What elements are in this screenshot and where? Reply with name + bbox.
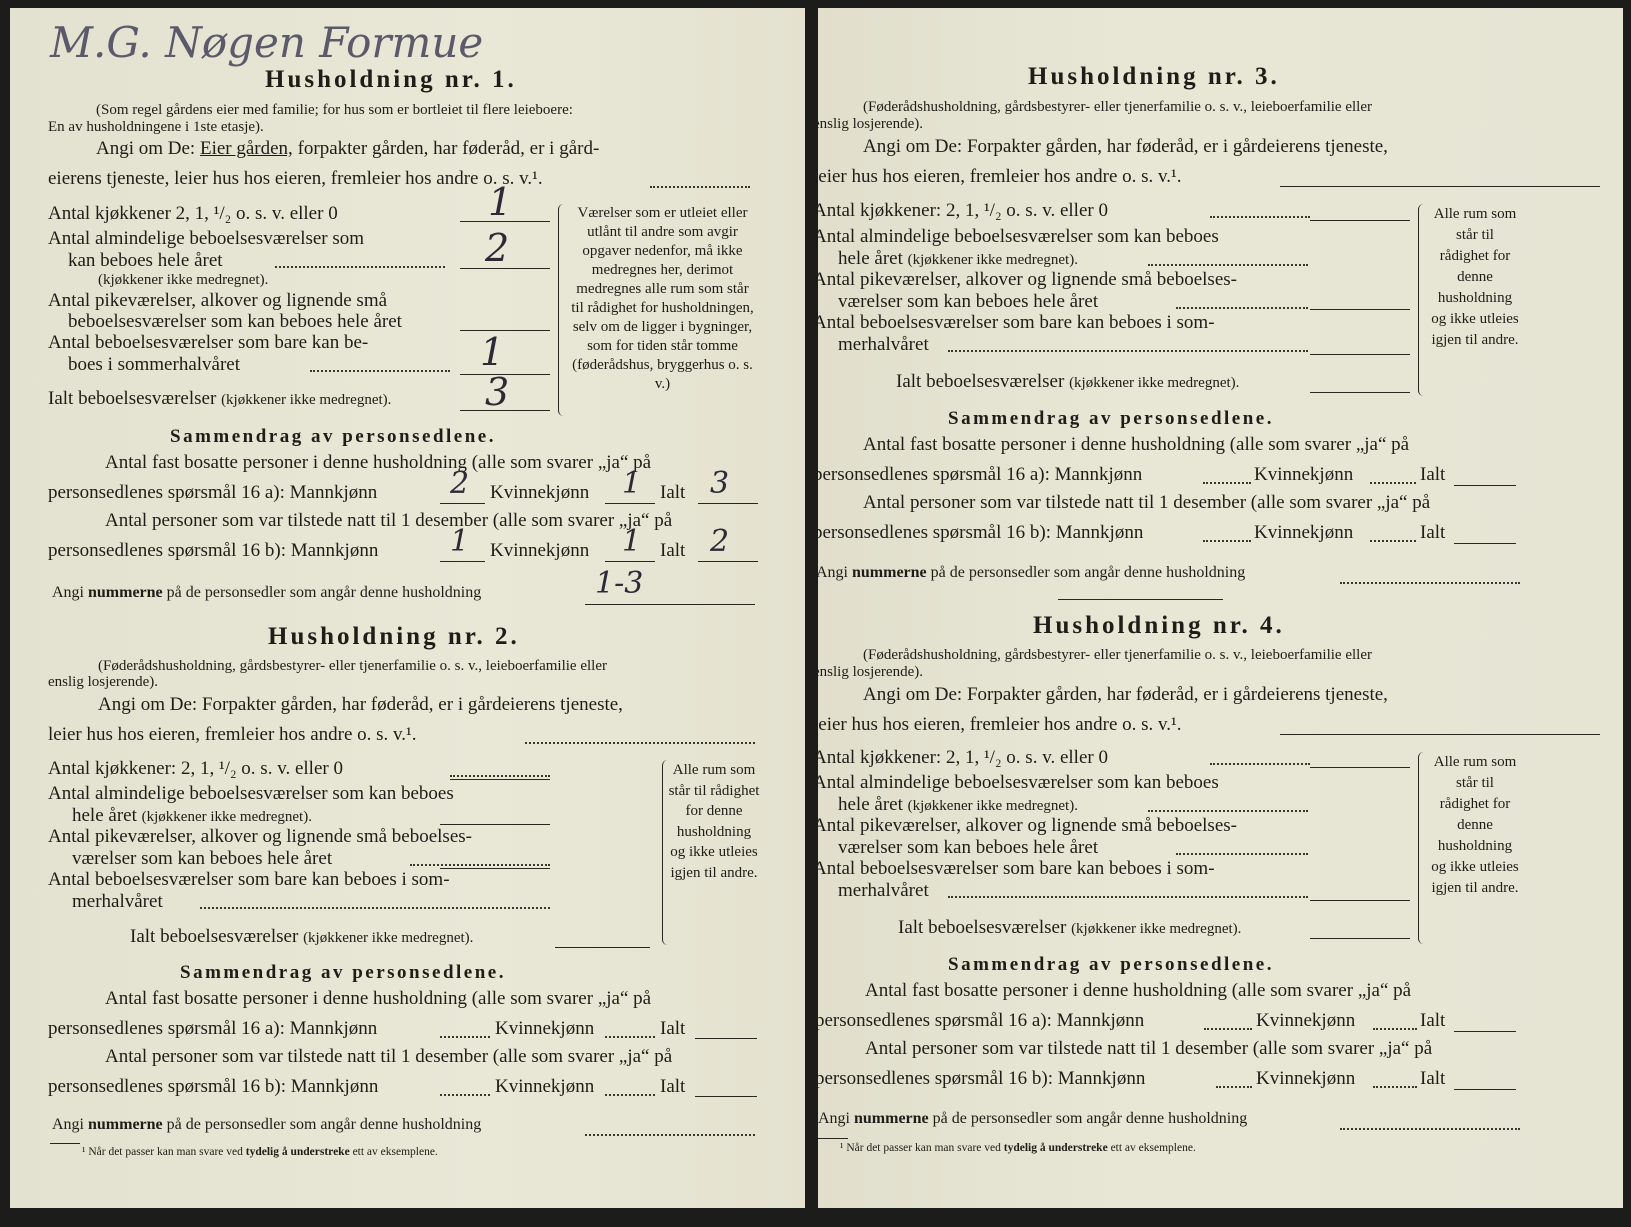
h1-s1-line-b — [48, 482, 377, 504]
h1-r3-line — [460, 330, 550, 331]
h3-s1-ialt-line — [1454, 485, 1516, 486]
h4-r1-line — [1310, 767, 1410, 768]
h3-r4-label-b: merhalvåret — [838, 334, 929, 355]
h2-summary-title: Sammendrag av personsedlene. — [180, 962, 506, 983]
h1-s1-mann-label: personsedlenes spørsmål 16 a): Mannkjønn — [48, 482, 378, 503]
h1-s2-ialt-line — [698, 561, 758, 562]
h4-s1-mann-label: personsedlenes spørsmål 16 a): Mannkjønn — [815, 1010, 1145, 1031]
h1-s1-mann-line — [440, 503, 485, 504]
h4-side-brace — [1418, 752, 1429, 944]
h3-s2-kvinne-label: Kvinnekjønn — [1254, 522, 1354, 543]
h2-s2-ialt-label: Ialt — [660, 1076, 686, 1097]
h1-s1-kvinne-value: 1 — [622, 466, 642, 501]
h1-r5-text: Ialt beboelsesværelser — [48, 388, 217, 409]
h4-s1-kvinne-line — [1373, 1028, 1417, 1030]
footnote-right-sup: ¹ — [840, 1142, 844, 1154]
h1-angi-label: Angi om De: — [96, 138, 196, 159]
h4-r1-label: Antal kjøkkener: 2, 1, ¹/₂ o. s. v. eller 0 — [813, 747, 1108, 768]
h1-s2-line-a: Antal personer som var tilstede natt til 1 desember (alle som svarer „ja“ på — [105, 510, 673, 531]
h4-s2-ialt-line — [1454, 1089, 1516, 1090]
h1-r2-note: (kjøkkener ikke medregnet). — [98, 272, 269, 288]
h1-side-brace — [558, 204, 569, 416]
h4-r4-label-a: Antal beboelsesværelser som bare kan beboes i som- — [813, 858, 1215, 879]
h3-r5-text: Ialt beboelsesværelser — [896, 371, 1065, 392]
h4-r2-dots — [1148, 810, 1308, 812]
h4-angi-line-2: leier hus hos eieren, fremleier hos andre o. s. v.¹. — [813, 714, 1182, 735]
h1-s1-ialt-value: 3 — [710, 466, 730, 501]
h4-r4-label-b: merhalvåret — [838, 880, 929, 901]
h3-r3-line — [1310, 309, 1410, 310]
handwritten-annotation: M.G. Nøgen Formue — [50, 18, 484, 67]
h3-s2-kvinne-line — [1370, 540, 1416, 542]
footnote-rule-left — [50, 1143, 80, 1144]
h3-r2-label-a: Antal almindelige beboelsesværelser som kan beboes — [813, 226, 1219, 247]
footnote-left-c: ett av eksemplene. — [352, 1146, 438, 1158]
h2-note-2: enslig losjerende). — [48, 674, 158, 690]
h1-angi-rest: forpakter gården, har føderåd, er i gård- — [297, 138, 600, 159]
h2-r4-dots — [200, 907, 550, 909]
h1-angi-num-c: på de personsedler som angår denne husholdning — [166, 584, 482, 601]
h4-angi-num-b: nummerne — [854, 1110, 929, 1127]
h1-r3-label-b: beboelsesværelser som kan beboes hele året — [68, 311, 402, 332]
h4-angi-num-c: på de personsedler som angår denne husholdning — [932, 1110, 1248, 1127]
h3-angi-num-b: nummerne — [852, 564, 927, 581]
h1-angi-numbers — [52, 584, 481, 602]
h4-r4-line — [1310, 900, 1410, 901]
h3-s1-mann-line — [1203, 482, 1251, 484]
h1-r5-note: (kjøkkener ikke medregnet). — [221, 392, 392, 408]
h3-r1-dots — [1210, 216, 1310, 218]
h3-r5-note: (kjøkkener ikke medregnet). — [1069, 375, 1240, 391]
h1-r4-label-a: Antal beboelsesværelser som bare kan be- — [48, 332, 369, 353]
h4-s2-mann-label: personsedlenes spørsmål 16 b): Mannkjønn — [815, 1068, 1146, 1089]
h4-r1-dots — [1210, 763, 1310, 765]
h4-angi-numbers — [818, 1110, 1247, 1128]
h2-r3-label-b: værelser som kan beboes hele året — [72, 848, 333, 869]
h2-angi-num-b: nummerne — [88, 1116, 163, 1133]
h4-s1-ialt-label: Ialt — [1420, 1010, 1446, 1031]
h3-r1-line — [1310, 220, 1410, 221]
h2-r5-note: (kjøkkener ikke medregnet). — [303, 930, 474, 946]
footnote-right-c: ett av eksemplene. — [1110, 1142, 1196, 1154]
h1-s2-kvinne-value: 1 — [622, 524, 642, 559]
h1-angi-numbers-line — [585, 604, 755, 605]
h2-title: Husholdning nr. 2. — [268, 623, 520, 650]
h4-note-1: (Føderådshusholdning, gårdsbestyrer- eller tjenerfamilie o. s. v., leieboerfamilie eller — [863, 647, 1372, 663]
h2-s2-mann-line — [440, 1094, 490, 1096]
h2-r2-label-a: Antal almindelige beboelsesværelser som kan beboes — [48, 783, 454, 804]
h3-angi-fill-line — [1280, 186, 1600, 187]
h2-s1-line-a: Antal fast bosatte personer i denne husholdning (alle som svarer „ja“ på — [105, 988, 652, 1009]
h4-r5-label — [898, 917, 1241, 939]
h1-s2-kvinne-line — [605, 561, 655, 562]
h1-title: Husholdning nr. 1. — [265, 66, 517, 93]
h3-r2-text: hele året — [838, 248, 903, 269]
h2-s2-kvinne-line — [605, 1094, 655, 1096]
h2-r4-label-b: merhalvåret — [72, 891, 163, 912]
h1-r3-label-a: Antal pikeværelser, alkover og lignende små — [48, 290, 388, 311]
h3-s2-mann-line — [1203, 540, 1251, 542]
h3-angi-numbers — [816, 564, 1245, 582]
h2-r2-text: hele året — [72, 805, 137, 826]
h2-r1-dots — [450, 775, 550, 777]
h4-s2-kvinne-label: Kvinnekjønn — [1256, 1068, 1356, 1089]
h1-r5-value: 3 — [485, 370, 510, 414]
h1-r4-value: 1 — [480, 330, 505, 374]
h2-angi-num-a: Angi — [52, 1116, 84, 1133]
h2-s1-kvinne-label: Kvinnekjønn — [495, 1018, 595, 1039]
h3-r5-label — [896, 371, 1239, 393]
h1-r2-label-b: kan beboes hele året — [68, 250, 223, 271]
h4-s1-line-a: Antal fast bosatte personer i denne husholdning (alle som svarer „ja“ på — [865, 980, 1412, 1001]
h1-s2-mann-line — [440, 561, 485, 562]
h3-angi-num-c: på de personsedler som angår denne husholdning — [930, 564, 1246, 581]
h3-r3-label-b: værelser som kan beboes hele året — [838, 291, 1099, 312]
h4-r3-dots — [1176, 853, 1308, 855]
h3-h4-separator — [1058, 599, 1223, 600]
h4-r2-text: hele året — [838, 794, 903, 815]
h3-s2-line-a: Antal personer som var tilstede natt til 1 desember (alle som svarer „ja“ på — [863, 492, 1431, 513]
h3-s1-line-a: Antal fast bosatte personer i denne husholdning (alle som svarer „ja“ på — [863, 434, 1410, 455]
h2-r2-note: (kjøkkener ikke medregnet). — [141, 809, 312, 825]
h1-summary-title: Sammendrag av personsedlene. — [170, 426, 496, 447]
h4-s2-kvinne-line — [1373, 1086, 1417, 1088]
h2-s1-mann-label: personsedlenes spørsmål 16 a): Mannkjønn — [48, 1018, 378, 1039]
h2-r5-label — [130, 926, 473, 948]
footnote-left-sup: ¹ — [82, 1146, 86, 1158]
h2-r5-text: Ialt beboelsesværelser — [130, 926, 299, 947]
h3-title: Husholdning nr. 3. — [1028, 63, 1280, 90]
h1-angi-num-b: nummerne — [88, 584, 163, 601]
footnote-right-b: tydelig å understreke — [1003, 1142, 1108, 1154]
h2-r1-line — [450, 779, 550, 780]
h4-note-2: enslig losjerende). — [813, 664, 923, 680]
h3-angi-line-2: leier hus hos eieren, fremleier hos andre o. s. v.¹. — [813, 166, 1182, 187]
h4-r2-label-b — [838, 794, 1078, 816]
h2-angi-line-2: leier hus hos eieren, fremleier hos andre o. s. v.¹. — [48, 724, 417, 745]
h1-angi-fill-line — [650, 186, 750, 188]
h4-angi-line-1: Angi om De: Forpakter gården, har føderåd, er i gårdeierens tjeneste, — [863, 684, 1388, 705]
h4-title: Husholdning nr. 4. — [1033, 612, 1285, 639]
h3-s2-mann-label: personsedlenes spørsmål 16 b): Mannkjønn — [813, 522, 1144, 543]
h2-note-1: (Føderådshusholdning, gårdsbestyrer- eller tjenerfamilie o. s. v., leieboerfamilie eller — [98, 658, 607, 674]
h1-side-note: Værelser som er utleiet eller utlånt til andre som avgir opgaver nedenfor, må ikke medregnes her, derimot medregnes alle rum som står til rådighet for husholdningen, selv om de ligger i bygninger, som for tiden står tomme (føderådshus, bryggerhus o. s. v.) — [571, 205, 754, 392]
h4-s2-ialt-label: Ialt — [1420, 1068, 1446, 1089]
h3-s1-mann-label: personsedlenes spørsmål 16 a): Mannkjønn — [813, 464, 1143, 485]
h4-r5-text: Ialt beboelsesværelser — [898, 917, 1067, 938]
h1-note-2: En av husholdningene i 1ste etasje). — [48, 119, 264, 135]
h2-r4-label-a: Antal beboelsesværelser som bare kan beboes i som- — [48, 869, 450, 890]
h1-r4-label-b: boes i sommerhalvåret — [68, 354, 241, 375]
h3-angi-num-a: Angi — [816, 564, 848, 581]
h2-s1-ialt-line — [695, 1038, 757, 1039]
h1-r2-label-a: Antal almindelige beboelsesværelser som — [48, 228, 365, 249]
h2-r1-label: Antal kjøkkener: 2, 1, ¹/₂ o. s. v. eller 0 — [48, 758, 343, 779]
h4-r2-note: (kjøkkener ikke medregnet). — [907, 798, 1078, 814]
h4-angi-num-a: Angi — [818, 1110, 850, 1127]
h4-side-note: Alle rum som står til rådighet for denne husholdning og ikke utleies igjen til andre. — [1431, 754, 1519, 896]
h1-r2-dots — [275, 266, 445, 268]
h2-angi-num-c: på de personsedler som angår denne husholdning — [166, 1116, 482, 1133]
h2-s2-mann-label: personsedlenes spørsmål 16 b): Mannkjønn — [48, 1076, 379, 1097]
h2-s2-line-a: Antal personer som var tilstede natt til 1 desember (alle som svarer „ja“ på — [105, 1046, 673, 1067]
h2-s1-mann-line — [440, 1036, 490, 1038]
h2-r3-line — [440, 868, 550, 869]
h1-s1-kvinne-line — [605, 503, 655, 504]
h1-angi-line-1 — [96, 138, 599, 160]
h2-s2-kvinne-label: Kvinnekjønn — [495, 1076, 595, 1097]
footnote-right — [840, 1142, 1196, 1154]
h4-s1-mann-line — [1204, 1028, 1252, 1030]
h1-r5-label — [48, 388, 391, 410]
h2-r2-line — [440, 824, 550, 825]
h2-r5-line — [555, 947, 650, 948]
h3-r4-dots — [948, 350, 1308, 352]
footnote-left-a: Når det passer kan man svare ved — [88, 1146, 243, 1158]
h3-r4-line — [1310, 354, 1410, 355]
h3-r2-dots — [1148, 264, 1308, 266]
h1-s2-ialt-label: Ialt — [660, 540, 686, 561]
h4-r5-note: (kjøkkener ikke medregnet). — [1071, 921, 1242, 937]
h4-angi-fill-line — [1280, 734, 1600, 735]
h3-s2-ialt-label: Ialt — [1420, 522, 1446, 543]
h1-r1-value: 1 — [488, 180, 513, 224]
h4-s2-mann-line — [1216, 1086, 1252, 1088]
h1-angi-num-a: Angi — [52, 584, 84, 601]
h3-r2-note: (kjøkkener ikke medregnet). — [907, 252, 1078, 268]
h4-r3-label-a: Antal pikeværelser, alkover og lignende små beboelses- — [813, 815, 1237, 836]
h4-s1-kvinne-label: Kvinnekjønn — [1256, 1010, 1356, 1031]
h1-r2-value: 2 — [485, 226, 510, 270]
h1-angi-eier-underlined: Eier gården, — [199, 138, 293, 159]
h3-summary-title: Sammendrag av personsedlene. — [948, 408, 1274, 429]
footnote-rule-right — [818, 1138, 848, 1139]
h1-s2-kvinne-label: Kvinnekjønn — [490, 540, 590, 561]
h1-s1-ialt-line — [698, 503, 758, 504]
h4-angi-numbers-line — [1340, 1128, 1520, 1130]
h3-note-1: (Føderådshusholdning, gårdsbestyrer- eller tjenerfamilie o. s. v., leieboerfamilie eller — [863, 99, 1372, 115]
h2-r3-label-a: Antal pikeværelser, alkover og lignende små beboelses- — [48, 826, 472, 847]
left-page — [10, 8, 805, 1208]
h4-s2-line-a: Antal personer som var tilstede natt til 1 desember (alle som svarer „ja“ på — [865, 1038, 1433, 1059]
h3-side-brace — [1418, 204, 1429, 396]
h4-r3-label-b: værelser som kan beboes hele året — [838, 837, 1099, 858]
h3-angi-numbers-line — [1340, 582, 1520, 584]
h2-angi-line-1: Angi om De: Forpakter gården, har føderåd, er i gårdeierens tjeneste, — [98, 694, 623, 715]
h3-r3-dots — [1176, 307, 1308, 309]
h1-s2-mann-label: personsedlenes spørsmål 16 b): Mannkjønn — [48, 540, 379, 561]
h3-r4-label-a: Antal beboelsesværelser som bare kan beboes i som- — [813, 312, 1215, 333]
h3-r3-label-a: Antal pikeværelser, alkover og lignende små beboelses- — [813, 269, 1237, 290]
h4-r4-dots — [948, 896, 1308, 898]
h1-s1-ialt-label: Ialt — [660, 482, 686, 503]
h3-s1-kvinne-label: Kvinnekjønn — [1254, 464, 1354, 485]
h1-s1-line-a: Antal fast bosatte personer i denne husholdning (alle som svarer „ja“ på — [105, 452, 652, 473]
h1-r4-dots — [310, 370, 450, 372]
h3-side-note: Alle rum som står til rådighet for denne husholdning og ikke utleies igjen til andre. — [1431, 206, 1519, 348]
h2-r2-label-b — [72, 805, 312, 827]
h2-s1-kvinne-line — [605, 1036, 655, 1038]
h1-angi-numbers-value: 1-3 — [595, 566, 644, 601]
h4-s1-ialt-line — [1454, 1031, 1516, 1032]
footnote-right-a: Når det passer kan man svare ved — [846, 1142, 1001, 1154]
h4-summary-title: Sammendrag av personsedlene. — [948, 954, 1274, 975]
h4-r2-label-a: Antal almindelige beboelsesværelser som kan beboes — [813, 772, 1219, 793]
h2-r3-dots — [410, 864, 550, 866]
h2-angi-fill-line — [525, 742, 755, 744]
h2-angi-numbers — [52, 1116, 481, 1134]
h1-s2-ialt-value: 2 — [710, 524, 730, 559]
h1-s1-kvinne-label: Kvinnekjønn — [490, 482, 590, 503]
h2-side-note: Alle rum som står til rådighet for denne husholdning og ikke utleies igjen til andre. — [668, 762, 760, 881]
h3-r1-label: Antal kjøkkener: 2, 1, ¹/₂ o. s. v. eller 0 — [813, 200, 1108, 221]
h2-s1-ialt-label: Ialt — [660, 1018, 686, 1039]
h1-s1-mann-value: 2 — [450, 466, 470, 501]
h1-angi-line-2: eierens tjeneste, leier hus hos eieren, fremleier hos andre o. s. v.¹. — [48, 168, 543, 189]
h3-angi-line-1: Angi om De: Forpakter gården, har føderåd, er i gårdeierens tjeneste, — [863, 136, 1388, 157]
footnote-left-b: tydelig å understreke — [245, 1146, 350, 1158]
right-page — [813, 8, 1623, 1208]
h1-s2-mann-value: 1 — [450, 524, 470, 559]
h3-r2-label-b — [838, 248, 1078, 270]
h4-r5-line — [1310, 938, 1410, 939]
h1-note-1: (Som regel gårdens eier med familie; for hus som er bortleiet til flere leieboere: — [96, 102, 573, 118]
h2-angi-numbers-line — [585, 1134, 755, 1136]
h1-r1-label: Antal kjøkkener 2, 1, ¹/₂ o. s. v. eller 0 — [48, 203, 338, 224]
h3-s1-ialt-label: Ialt — [1420, 464, 1446, 485]
h3-r5-line — [1310, 392, 1410, 393]
h3-s2-ialt-line — [1454, 543, 1516, 544]
h3-note-2: enslig losjerende). — [813, 116, 923, 132]
h3-s1-kvinne-line — [1370, 482, 1416, 484]
h2-s2-ialt-line — [695, 1096, 757, 1097]
footnote-left — [82, 1146, 438, 1158]
